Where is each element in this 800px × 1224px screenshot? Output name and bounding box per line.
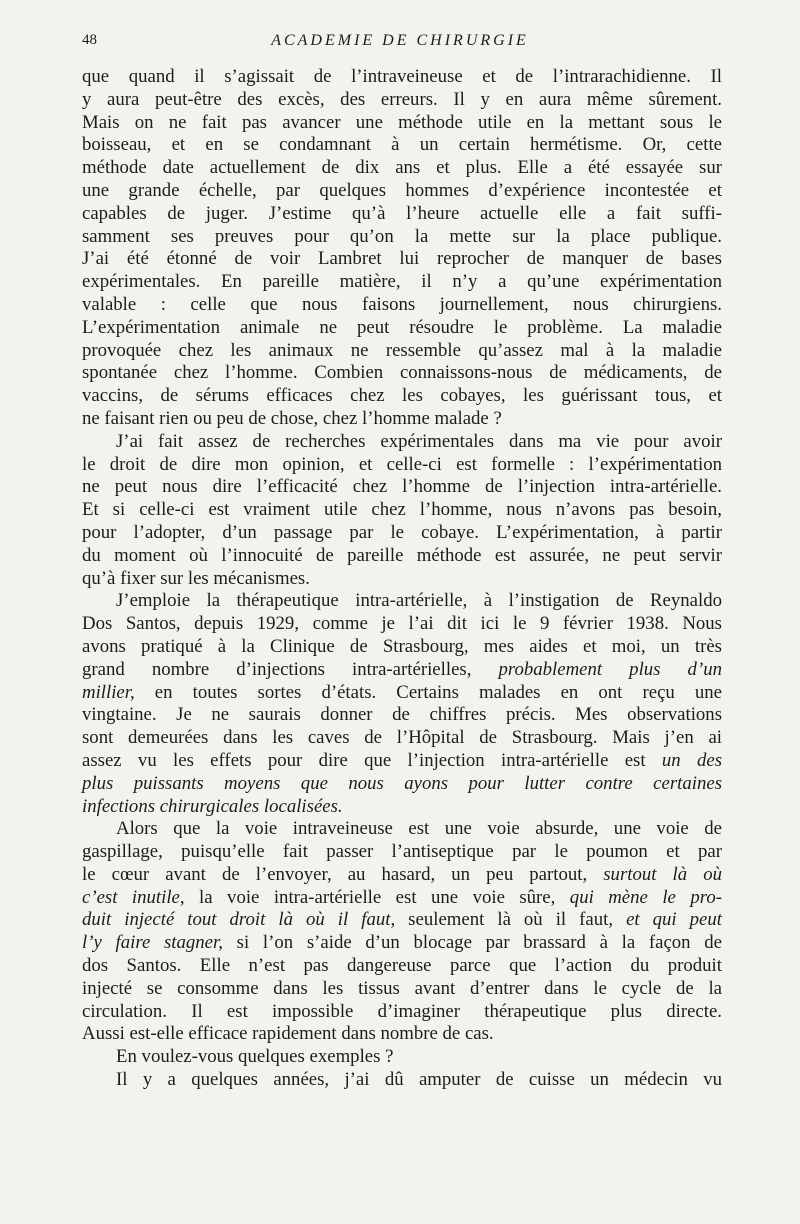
- text-line: [82, 271, 722, 294]
- text-segment: gaspillage, puisqu’elle fait passer l’antiseptique par le poumon et par: [82, 841, 722, 863]
- text-segment: vingtaine. Je ne saurais donner de chiffres précis. Mes observations: [82, 704, 722, 726]
- text-segment: valable : celle que nous faisons journellement, nous chirurgiens.: [82, 293, 722, 315]
- text-segment: dos Santos. Elle n’est pas dangereuse parce que l’action du produit: [82, 955, 722, 977]
- text-line: [82, 773, 722, 796]
- text-segment: y aura peut-être des excès, des erreurs. Il y en aura même sûrement.: [82, 88, 722, 110]
- text-segment: une grande échelle, par quelques hommes d’expérience incontestée et: [82, 179, 722, 201]
- text-segment: qu’à fixer sur les mécanismes.: [82, 567, 310, 589]
- text-line: [82, 659, 722, 682]
- text-line: [82, 909, 722, 932]
- text-segment: la voie intra-artérielle est une voie sûre,: [184, 886, 570, 908]
- text-line: [82, 1046, 722, 1069]
- text-line: [82, 362, 722, 385]
- italic-text: c’est inutile,: [82, 886, 185, 908]
- text-line: [82, 955, 722, 978]
- text-segment: circulation. Il est impossible d’imaginer thérapeutique plus directe.: [82, 1000, 722, 1022]
- text-segment: ne faisant rien ou peu de chose, chez l’homme malade ?: [82, 407, 502, 429]
- text-segment: injecté se consomme dans les tissus avant d’entrer dans le cycle de la: [82, 977, 722, 999]
- text-line: [82, 704, 722, 727]
- text-segment: J’ai fait assez de recherches expérimentales dans ma vie pour avoir: [116, 430, 722, 452]
- text-segment: avons pratiqué à la Clinique de Strasbourg, mes aides et moi, un très: [82, 635, 722, 657]
- text-segment: Et si celle-ci est vraiment utile chez l’homme, nous n’avons pas besoin,: [82, 499, 722, 521]
- text-line: [82, 568, 722, 591]
- text-line: [82, 522, 722, 545]
- text-line: [82, 66, 722, 89]
- paragraph: [82, 66, 722, 431]
- text-line: [82, 294, 722, 317]
- text-line: [82, 613, 722, 636]
- text-line: [82, 978, 722, 1001]
- text-line: [82, 476, 722, 499]
- italic-text: un des: [661, 749, 722, 771]
- italic-text: l’y faire stagner,: [82, 932, 223, 954]
- text-segment: sont demeurées dans les caves de l’Hôpital de Strasbourg. Mais j’en ai: [82, 727, 722, 749]
- text-segment: si l’on s’aide d’un blocage par brassard à la façon de: [222, 932, 723, 954]
- text-segment: seulement là où il faut,: [395, 909, 627, 931]
- text-line: [82, 408, 722, 431]
- text-segment: pour l’adopter, d’un passage par le cobaye. L’expérimentation, à partir: [82, 521, 722, 543]
- body-text: [82, 66, 722, 1092]
- text-line: [82, 89, 722, 112]
- paragraph: [82, 1069, 722, 1092]
- text-segment: que quand il s’agissait de l’intraveineuse et de l’intrarachidienne. Il: [82, 66, 722, 87]
- text-line: [82, 590, 722, 613]
- text-line: [82, 796, 722, 819]
- italic-text: duit injecté tout droit là où il faut,: [82, 909, 396, 931]
- text-line: [82, 818, 722, 841]
- text-line: [82, 636, 722, 659]
- italic-text: et qui peut: [626, 909, 722, 931]
- text-line: [82, 1001, 722, 1024]
- paragraph: [82, 1046, 722, 1069]
- page-header: [82, 32, 718, 56]
- text-line: [82, 385, 722, 408]
- text-line: [82, 841, 722, 864]
- italic-text: qui mène le pro-: [569, 886, 722, 908]
- paragraph: [82, 431, 722, 591]
- text-segment: du moment où l’innocuité de pareille méthode est assurée, ne peut servir: [82, 544, 722, 566]
- text-segment: expérimentales. En pareille matière, il n’y a qu’une expérimentation: [82, 271, 722, 293]
- text-line: [82, 1069, 722, 1092]
- italic-text: plus puissants moyens que nous ayons pour lutter contre certaines: [82, 772, 722, 794]
- text-line: [82, 499, 722, 522]
- text-segment: en toutes sortes d’états. Certains malades en ont reçu une: [134, 681, 722, 703]
- text-segment: spontanée chez l’homme. Combien connaissons-nous de médicaments, de: [82, 362, 722, 384]
- text-line: [82, 157, 722, 180]
- text-line: [82, 727, 722, 750]
- text-line: [82, 431, 722, 454]
- text-line: [82, 932, 722, 955]
- text-line: [82, 864, 722, 887]
- text-segment: capables de juger. J’estime qu’à l’heure actuelle elle a fait suffi-: [82, 202, 722, 224]
- italic-text: surtout là où: [603, 863, 722, 885]
- paragraph: [82, 590, 722, 818]
- text-segment: boisseau, et en se condamnant à un certain hermétisme. Or, cette: [82, 134, 722, 156]
- text-segment: le cœur avant de l’envoyer, au hasard, un peu partout,: [82, 863, 604, 885]
- text-line: [82, 112, 722, 135]
- text-line: [82, 750, 722, 773]
- text-line: [82, 134, 722, 157]
- text-line: [82, 545, 722, 568]
- text-segment: samment ses preuves pour qu’on la mette sur la place publique.: [82, 225, 722, 247]
- italic-text: probablement plus d’un: [498, 658, 722, 680]
- text-line: [82, 887, 722, 910]
- text-segment: assez vu les effets pour dire que l’injection intra-artérielle est: [82, 749, 662, 771]
- text-line: [82, 248, 722, 271]
- text-segment: En voulez-vous quelques exemples ?: [116, 1046, 394, 1068]
- text-line: [82, 454, 722, 477]
- text-segment: Il y a quelques années, j’ai dû amputer de cuisse un médecin vu: [116, 1069, 722, 1091]
- text-segment: provoquée chez les animaux ne ressemble qu’assez mal à la maladie: [82, 339, 722, 361]
- text-segment: Aussi est-elle efficace rapidement dans nombre de cas.: [82, 1023, 494, 1045]
- text-segment: J’emploie la thérapeutique intra-artérielle, à l’instigation de Reynaldo: [116, 590, 722, 612]
- text-line: [82, 226, 722, 249]
- text-segment: vaccins, de sérums efficaces chez les cobayes, les guérissant tous, et: [82, 385, 722, 407]
- text-segment: Alors que la voie intraveineuse est une voie absurde, une voie de: [116, 818, 722, 840]
- running-title: ACADEMIE DE CHIRURGIE: [271, 32, 529, 49]
- text-segment: méthode date actuellement de dix ans et plus. Elle a été essayée sur: [82, 157, 722, 179]
- text-line: [82, 203, 722, 226]
- text-segment: ne peut nous dire l’efficacité chez l’homme de l’injection intra-artérielle.: [82, 476, 722, 498]
- text-line: [82, 317, 722, 340]
- text-segment: le droit de dire mon opinion, et celle-ci est formelle : l’expérimentation: [82, 453, 722, 475]
- text-segment: J’ai été étonné de voir Lambret lui reprocher de manquer de bases: [82, 248, 722, 270]
- text-segment: grand nombre d’injections intra-artérielles,: [82, 658, 499, 680]
- text-segment: Dos Santos, depuis 1929, comme je l’ai dit ici le 9 février 1938. Nous: [82, 613, 722, 635]
- paragraph: [82, 818, 722, 1046]
- text-segment: Mais on ne fait pas avancer une méthode utile en la mettant sous le: [82, 111, 722, 133]
- text-line: [82, 180, 722, 203]
- text-line: [82, 682, 722, 705]
- text-segment: L’expérimentation animale ne peut résoudre le problème. La maladie: [82, 316, 722, 338]
- italic-text: infections chirurgicales localisées.: [82, 795, 343, 817]
- text-line: [82, 1023, 722, 1046]
- italic-text: millier,: [82, 681, 135, 703]
- page-number: 48: [82, 32, 97, 48]
- text-line: [82, 340, 722, 363]
